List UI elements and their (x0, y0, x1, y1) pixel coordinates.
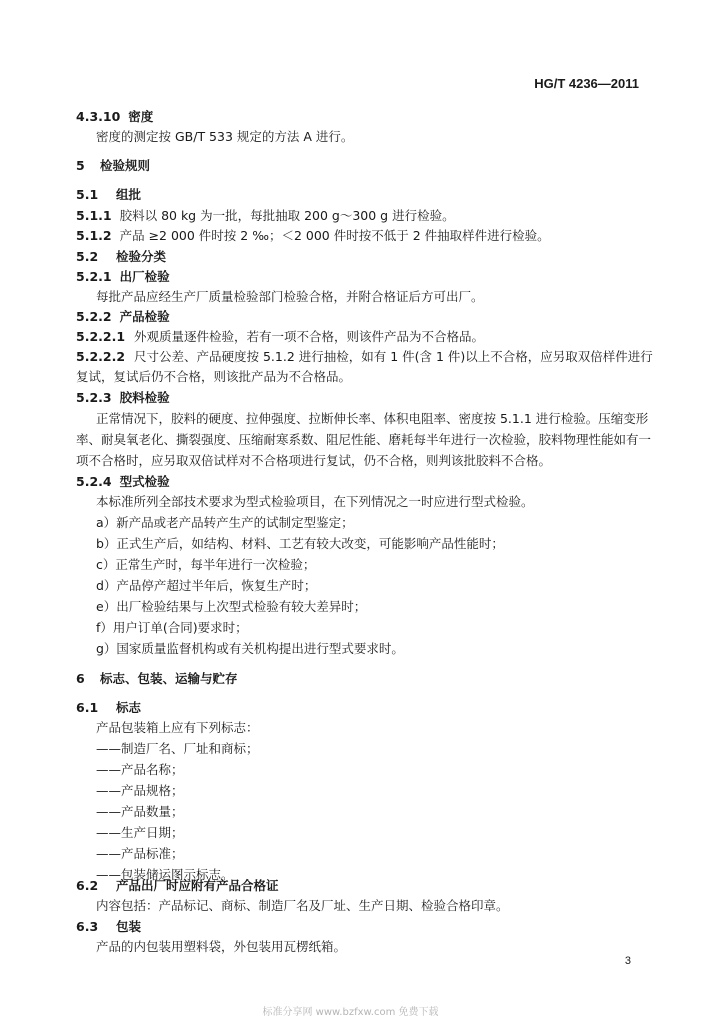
heading-5-2-2 (76, 308, 170, 326)
heading-number: 5.2.3 (76, 390, 112, 405)
heading-number: 6.3 (76, 919, 99, 934)
heading-title: 包装 (116, 919, 142, 934)
clause-5-2-2-2 (76, 348, 653, 366)
list-item: e）出厂检验结果与上次型式检验有较大差异时； (96, 599, 367, 614)
heading-6-1 (76, 699, 141, 717)
clause-5-1-1 (76, 207, 455, 225)
watermark: 标准分享网 www.bzfxw.com 免费下载 (262, 1007, 439, 1018)
paragraph: 内容包括：产品标记、商标、制造厂名及厂址、生产日期、检验合格印章。 (96, 898, 509, 913)
heading-title: 标志 (116, 700, 142, 715)
clause-number: 5.2.2.2 (76, 349, 126, 364)
paragraph-continuation: 复试，复试后仍不合格，则该批产品为不合格品。 (76, 369, 352, 384)
paragraph: 产品的内包装用塑料袋，外包装用瓦楞纸箱。 (96, 939, 347, 954)
paragraph: 每批产品应经生产厂质量检验部门检验合格，并附合格证后方可出厂。 (96, 289, 484, 304)
clause-text: 外观质量逐件检验，若有一项不合格，则该件产品为不合格品。 (134, 329, 485, 344)
list-item: ——产品标准； (96, 846, 184, 861)
heading-5-2-4 (76, 473, 170, 491)
list-item: a）新产品或老产品转产生产的试制定型鉴定； (96, 515, 354, 530)
heading-title: 密度 (128, 109, 154, 124)
list-item: c）正常生产时，每半年进行一次检验； (96, 557, 316, 572)
paragraph-line: 正常情况下，胶料的硬度、拉伸强度、拉断伸长率、体积电阻率、密度按 5.1.1 进行检验。压缩变形 (96, 411, 649, 426)
heading-title: 检验分类 (116, 249, 167, 264)
heading-number: 5.2.1 (76, 269, 112, 284)
heading-title: 标志、包装、运输与贮存 (100, 671, 238, 686)
paragraph-line: 项不合格时，应另取双倍试样对不合格项进行复试，仍不合格，则判该批胶料不合格。 (76, 453, 552, 468)
list-item: ——产品规格； (96, 783, 184, 798)
heading-number: 6 (76, 671, 85, 686)
heading-4-3-10 (76, 108, 153, 126)
clause-number: 5.2.2.1 (76, 329, 126, 344)
heading-6 (76, 670, 238, 688)
heading-title: 产品检验 (119, 309, 170, 324)
list-item: ——产品名称； (96, 762, 184, 777)
clause-text: 产品 ≥2 000 件时按 2 ‰；＜2 000 件时按不低于 2 件抽取样件进行检验。 (119, 228, 550, 243)
heading-6-2 (76, 877, 279, 895)
list-item: ——产品数量； (96, 804, 184, 819)
heading-title: 产品出厂时应附有产品合格证 (116, 878, 279, 893)
heading-title: 型式检验 (119, 474, 170, 489)
heading-6-3 (76, 918, 141, 936)
heading-5-2 (76, 248, 166, 266)
clause-5-2-2-1 (76, 328, 484, 346)
clause-5-1-2 (76, 227, 550, 245)
heading-title: 胶料检验 (119, 390, 170, 405)
heading-title: 组批 (116, 187, 142, 202)
heading-number: 6.2 (76, 878, 99, 893)
clause-text: 胶料以 80 kg 为一批，每批抽取 200 g～300 g 进行检验。 (119, 208, 455, 223)
paragraph: 产品包装箱上应有下列标志： (96, 720, 259, 735)
list-item: ——生产日期； (96, 825, 184, 840)
heading-number: 5.1 (76, 187, 99, 202)
list-item: ——制造厂名、厂址和商标； (96, 741, 259, 756)
heading-number: 4.3.10 (76, 109, 121, 124)
heading-number: 6.1 (76, 700, 99, 715)
heading-title: 检验规则 (100, 158, 151, 173)
list-item: ——包装储运图示标志。 (96, 867, 234, 882)
heading-5-2-3 (76, 389, 170, 407)
heading-number: 5.2 (76, 249, 99, 264)
list-item: f）用户订单(合同)要求时； (96, 620, 248, 635)
paragraph-line: 率、耐臭氧老化、撕裂强度、压缩耐寒系数、阻尼性能、磨耗每半年进行一次检验，胶料物理性能如有一 (76, 432, 652, 447)
heading-5-1 (76, 186, 141, 204)
paragraph: 本标准所列全部技术要求为型式检验项目，在下列情况之一时应进行型式检验。 (96, 494, 534, 509)
paragraph: 密度的测定按 GB/T 533 规定的方法 A 进行。 (96, 129, 354, 144)
heading-number: 5.2.2 (76, 309, 112, 324)
clause-number: 5.1.2 (76, 228, 112, 243)
heading-5-2-1 (76, 268, 170, 286)
clause-text-line1: 尺寸公差、产品硬度按 5.1.2 进行抽检，如有 1 件(含 1 件)以上不合格，应另取双倍样件进行 (134, 349, 653, 364)
list-item: d）产品停产超过半年后，恢复生产时； (96, 578, 317, 593)
clause-number: 5.1.1 (76, 208, 112, 223)
heading-number: 5.2.4 (76, 474, 112, 489)
heading-title: 出厂检验 (119, 269, 170, 284)
list-item: b）正式生产后，如结构、材料、工艺有较大改变，可能影响产品性能时； (96, 536, 504, 551)
standard-id: HG/T 4236—2011 (534, 76, 639, 91)
heading-number: 5 (76, 158, 85, 173)
list-item: g）国家质量监督机构或有关机构提出进行型式要求时。 (96, 641, 404, 656)
page-number: 3 (624, 955, 631, 967)
heading-5 (76, 157, 150, 175)
